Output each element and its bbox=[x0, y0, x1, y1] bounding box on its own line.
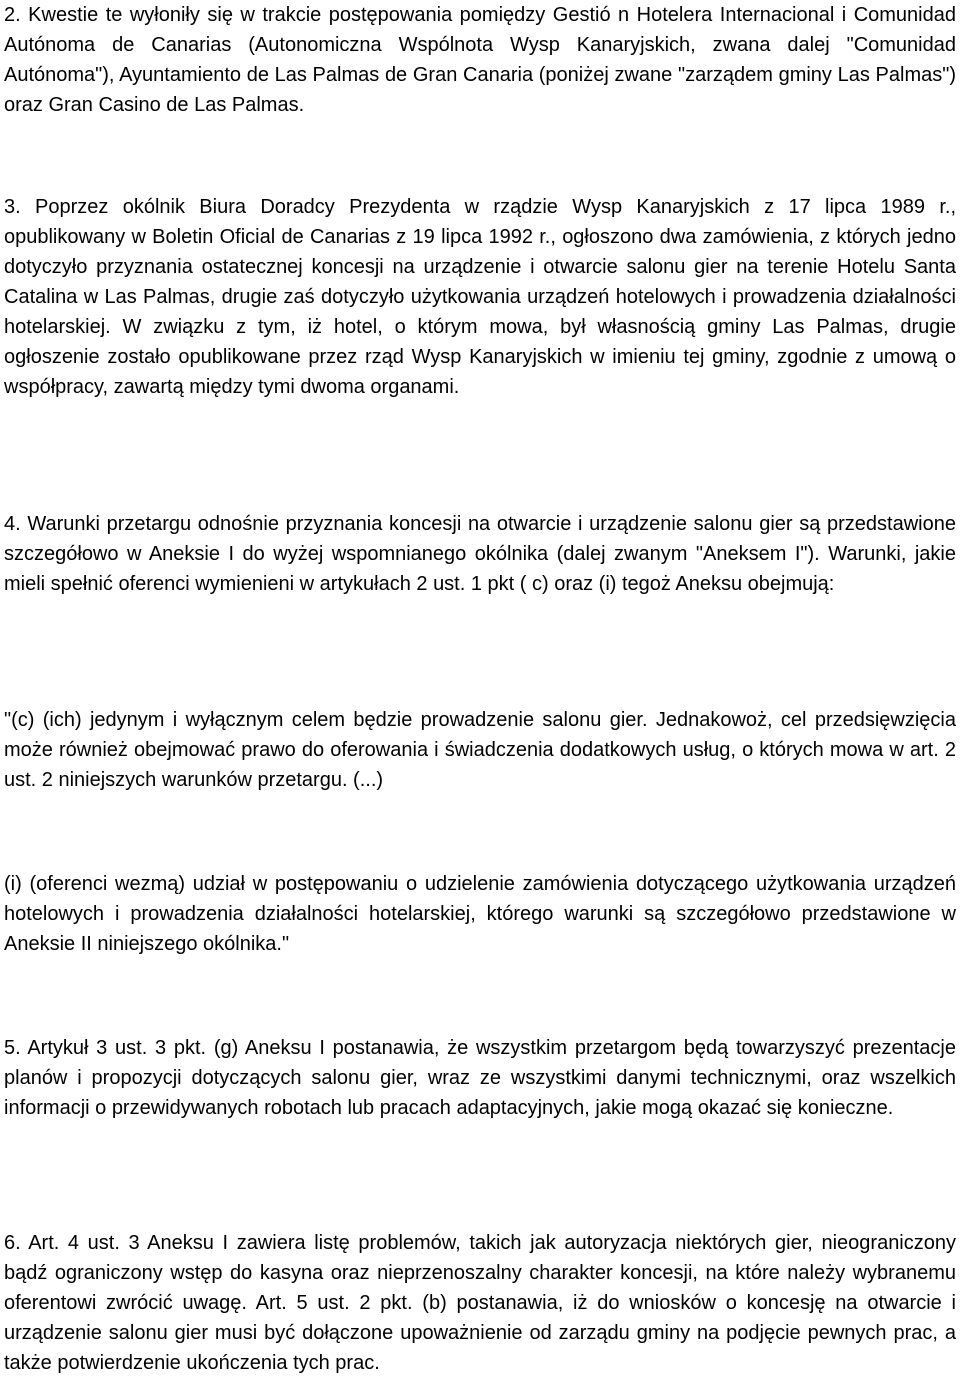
paragraph-5: 5. Artykuł 3 ust. 3 pkt. (g) Aneksu I postanawia, że wszystkim przetargom będą towarzyszyć prezentacje planów i propozycji dotyczących salonu gier, wraz ze wszystkimi danymi technicznymi, oraz wszelkich informacji o przewidywanych robotach lub pracach adaptacyjnych, jakie mogą okazać się konieczne. bbox=[4, 1037, 956, 1119]
paragraph-2: 2. Kwestie te wyłoniły się w trakcie postępowania pomiędzy Gestió n Hotelera Internacional i Comunidad Autónoma de Canarias (Autonomiczna Wspólnota Wysp Kanaryjskich, zwana dalej "Comunidad Autónoma"), Ayuntamiento de Las Palmas de Gran Canaria (poniżej zwane "zarządem gminy Las Palmas") oraz Gran Casino de Las Palmas. bbox=[4, 4, 956, 116]
paragraph-4: 4. Warunki przetargu odnośnie przyznania koncesji na otwarcie i urządzenie salonu gier są przedstawione szczegółowo w Aneksie I do wyżej wspomnianego okólnika (dalej zwanym "Aneksem I"). Warunki, jakie mieli spełnić oferenci wymienieni w artykułach 2 ust. 1 pkt ( c) oraz (i) tegoż Aneksu obejmują: bbox=[4, 513, 956, 595]
paragraph-4-quote-i: (i) (oferenci wezmą) udział w postępowaniu o udzielenie zamówienia dotyczącego użytkowania urządzeń hotelowych i prowadzenia działalności hotelarskiej, którego warunki są szczegółowo przedstawione w Aneksie II niniejszego okólnika." bbox=[4, 873, 956, 955]
paragraph-6: 6. Art. 4 ust. 3 Aneksu I zawiera listę problemów, takich jak autoryzacja niektórych gier, nieograniczony bądź ograniczony wstęp do kasyna oraz nieprzenoszalny charakter koncesji, na które należy wybranemu oferentowi zwrócić uwagę. Art. 5 ust. 2 pkt. (b) postanawia, iż do wniosków o koncesję na otwarcie i urządzenie salonu gier musi być dołączone upoważnienie od zarządu gminy na podjęcie pewnych prac, a także potwierdzenie ukończenia tych prac. bbox=[4, 1232, 956, 1374]
paragraph-3: 3. Poprzez okólnik Biura Doradcy Prezydenta w rządzie Wysp Kanaryjskich z 17 lipca 1989 r., opublikowany w Boletin Oficial de Canarias z 19 lipca 1992 r., ogłoszono dwa zamówienia, z których jedno dotyczyło przyznania ostatecznej koncesji na urządzenie i otwarcie salonu gier na terenie Hotelu Santa Catalina w Las Palmas, drugie zaś dotyczyło użytkowania urządzeń hotelowych i prowadzenia działalności hotelarskiej. W związku z tym, iż hotel, o którym mowa, był własnością gminy Las Palmas, drugie ogłoszenie zostało opublikowane przez rząd Wysp Kanaryjskich w imieniu tej gminy, zgodnie z umową o współpracy, zawartą między tymi dwoma organami. bbox=[4, 196, 956, 398]
paragraph-4-quote-c: "(c) (ich) jedynym i wyłącznym celem będzie prowadzenie salonu gier. Jednakowoż, cel przedsięwzięcia może również obejmować prawo do oferowania i świadczenia dodatkowych usług, o których mowa w art. 2 ust. 2 niniejszych warunków przetargu. (...) bbox=[4, 709, 956, 791]
